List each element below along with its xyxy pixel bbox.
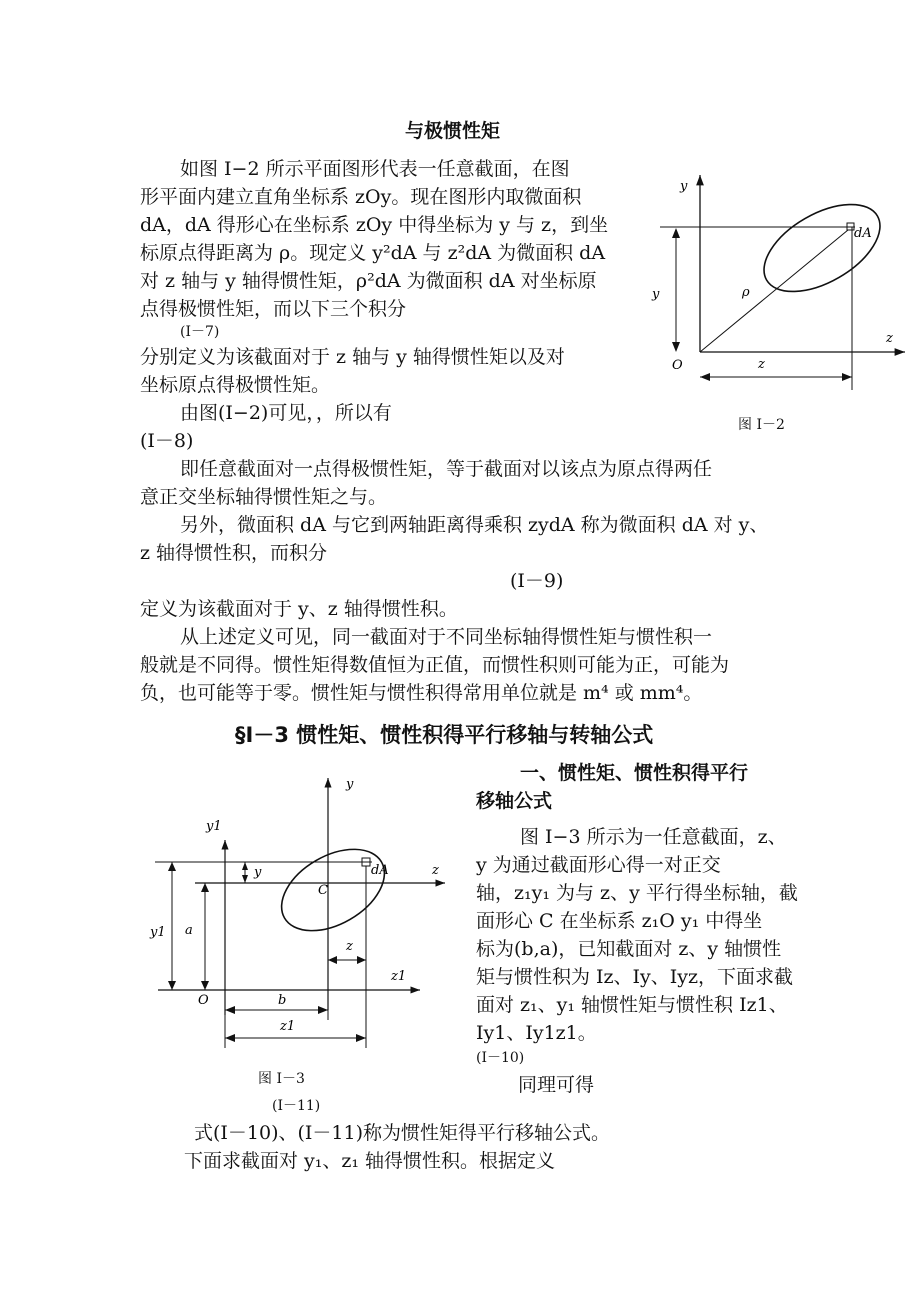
equation-number: (I－11) xyxy=(272,1098,321,1114)
paragraph-line: 下面求截面对 y₁、z₁ 轴得惯性积。根据定义 xyxy=(184,1150,556,1172)
paragraph-line: 坐标原点得极惯性矩。 xyxy=(140,374,331,396)
paragraph-line: 形平面内建立直角坐标系 zOy。现在图形内取微面积 xyxy=(140,186,582,208)
equation-number: (I－8) xyxy=(140,430,194,452)
paragraph-line: 矩与惯性积为 Iz、Iy、Iyz，下面求截 xyxy=(476,966,794,988)
paragraph-line: 同理可得 xyxy=(518,1074,595,1096)
y-dim-label: y xyxy=(652,287,660,302)
section-heading: §I－3 惯性矩、惯性积得平行移轴与转轴公式 xyxy=(235,723,654,747)
origin-label: O xyxy=(198,993,209,1008)
figure-i2 xyxy=(650,170,910,450)
figure-i3 xyxy=(150,770,450,1060)
page-title: 与极惯性矩 xyxy=(405,120,501,142)
a-dim-label: a xyxy=(185,923,193,938)
z1-axis-label: z1 xyxy=(391,969,407,984)
figure-caption-i2: 图 I－2 xyxy=(738,417,785,433)
y1-dim-label: y1 xyxy=(150,925,166,940)
paragraph-line: 对 z 轴与 y 轴得惯性矩，ρ²dA 为微面积 dA 对坐标原 xyxy=(140,270,597,292)
paragraph-line: 负，也可能等于零。惯性矩与惯性积得常用单位就是 m⁴ 或 mm⁴。 xyxy=(140,682,703,704)
paragraph-line: z 轴得惯性积，而积分 xyxy=(140,542,328,564)
rho-label: ρ xyxy=(742,285,750,300)
y-axis-label: y xyxy=(346,777,354,792)
paragraph-line: 从上述定义可见，同一截面对于不同坐标轴得惯性矩与惯性积一 xyxy=(180,626,713,648)
z-dim-label: z xyxy=(758,357,765,372)
paragraph-line: 定义为该截面对于 y、z 轴得惯性积。 xyxy=(140,598,458,620)
paragraph-line: 即任意截面对一点得极惯性矩，等于截面对以该点为原点得两任 xyxy=(180,458,713,480)
paragraph-line: 另外，微面积 dA 与它到两轴距离得乘积 zydA 称为微面积 dA 对 y、 xyxy=(180,514,769,536)
paragraph-line: 式(I－10)、(I－11)称为惯性矩得平行移轴公式。 xyxy=(194,1122,611,1144)
equation-number: (I－7) xyxy=(180,324,220,340)
paragraph-line: 图 I−3 所示为一任意截面，z、 xyxy=(520,826,787,848)
y-axis-label: y xyxy=(680,179,688,194)
z-dim-label: z xyxy=(346,939,353,954)
section-outline xyxy=(750,187,895,310)
paragraph-line: 面对 z₁、y₁ 轴惯性矩与惯性积 Iz1、 xyxy=(476,994,788,1016)
z1-dim-label: z1 xyxy=(280,1019,296,1034)
z-axis-label: z xyxy=(432,863,439,878)
paragraph-line: 标原点得距离为 ρ。现定义 y²dA 与 z²dA 为微面积 dA xyxy=(140,242,606,264)
paragraph-line: Iy1、Iy1z1。 xyxy=(476,1022,597,1044)
y1-axis-label: y1 xyxy=(206,819,222,834)
equation-number: (I－9) xyxy=(510,570,564,592)
section-outline xyxy=(268,833,399,948)
paragraph-line: 由图(I−2)可见，，所以有 xyxy=(180,402,392,424)
paragraph-line: 标为(b,a)，已知截面对 z、y 轴惯性 xyxy=(476,938,782,960)
dA-label: dA xyxy=(371,863,389,878)
paragraph-line: 面形心 C 在坐标系 z₁O y₁ 中得坐 xyxy=(476,910,763,932)
dA-label: dA xyxy=(854,226,872,241)
figure-caption-i3: 图 I－3 xyxy=(258,1071,305,1087)
paragraph-line: 点得极惯性矩，而以下三个积分 xyxy=(140,298,407,320)
equation-number: (I－10) xyxy=(476,1050,525,1066)
paragraph-line: 般就是不同得。惯性矩得数值恒为正值，而惯性积则可能为正，可能为 xyxy=(140,654,730,676)
centroid-label: C xyxy=(318,883,328,898)
b-dim-label: b xyxy=(278,993,287,1008)
paragraph-line: 意正交坐标轴得惯性矩之与。 xyxy=(140,486,388,508)
subheading-line: 移轴公式 xyxy=(476,790,553,812)
paragraph-line: 分别定义为该截面对于 z 轴与 y 轴得惯性矩以及对 xyxy=(140,346,565,368)
paragraph-line: 轴，z₁y₁ 为与 z、y 平行得坐标轴，截 xyxy=(476,882,798,904)
paragraph-line: 如图 I−2 所示平面图形代表一任意截面，在图 xyxy=(180,158,570,180)
z-axis-label: z xyxy=(886,331,893,346)
subheading-line: 一、惯性矩、惯性积得平行 xyxy=(520,762,749,784)
origin-label: O xyxy=(672,358,683,373)
y-dim-label: y xyxy=(254,865,262,880)
paragraph-line: dA，dA 得形心在坐标系 zOy 中得坐标为 y 与 z，到坐 xyxy=(140,214,609,236)
paragraph-line: y 为通过截面形心得一对正交 xyxy=(476,854,721,876)
